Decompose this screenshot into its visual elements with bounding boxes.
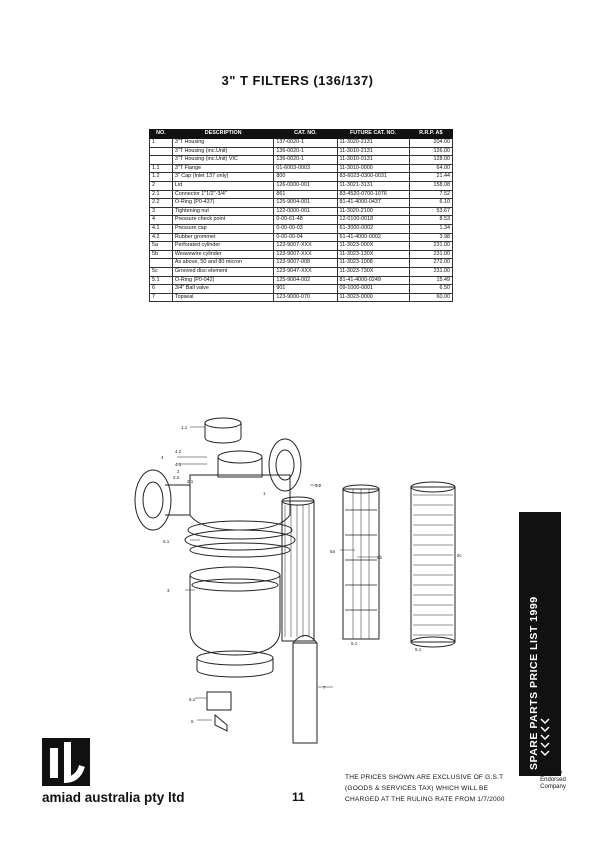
notice-line-1: THE PRICES SHOWN ARE EXCLUSIVE OF G.S.T: [345, 774, 504, 781]
cell-cat-no: 125-9004-002: [274, 276, 337, 285]
cell-rrp: 158.08: [409, 181, 452, 190]
exploded-filter-diagram: [115, 415, 475, 745]
header-rrp: R.R.P. A$: [409, 130, 452, 139]
cell-no: 4.2: [150, 233, 173, 242]
cell-cat-no: 136-0020-1: [274, 156, 337, 165]
cell-rrp: 126.00: [409, 147, 452, 156]
table-row: [150, 233, 453, 242]
cell-cat-no: 901: [274, 285, 337, 294]
cell-rrp: 204.00: [409, 139, 452, 148]
table-row: [150, 267, 453, 276]
table-row: [150, 216, 453, 225]
cell-no: [150, 259, 173, 268]
notice-line-3: CHARGED AT THE RULING RATE FROM 1/7/2000: [345, 796, 505, 803]
cell-no: 7: [150, 293, 173, 302]
cell-rrp: 1.34: [409, 224, 452, 233]
cell-no: 2.2: [150, 199, 173, 208]
table-row: [150, 173, 453, 182]
page-title: 3" T FILTERS (136/137): [221, 73, 374, 88]
cell-no: 2: [150, 181, 173, 190]
cell-no: 1.1: [150, 164, 173, 173]
table-row: [150, 285, 453, 294]
cell-rrp: 60.00: [409, 293, 452, 302]
cell-rrp: 53.67: [409, 207, 452, 216]
header-cat-no: CAT. NO.: [274, 130, 337, 139]
cell-future-cat-no: 11-3021-3131: [337, 181, 409, 190]
table-body: [150, 139, 453, 302]
cell-description: Topseal: [172, 293, 274, 302]
chevrons-icon: [540, 717, 550, 757]
callout-1: 1: [263, 491, 266, 496]
table-row: [150, 190, 453, 199]
qec-line-3: Company: [540, 784, 566, 790]
quality-endorsed-company: [527, 770, 579, 791]
callout-6-1: 6.1: [189, 697, 196, 702]
cell-future-cat-no: 11-3010-2131: [337, 147, 409, 156]
cell-description: As above, 50 and 80 micron: [172, 259, 274, 268]
cell-description: 3"T Flange: [172, 164, 274, 173]
cell-cat-no: 800: [274, 173, 337, 182]
cell-cat-no: 126-0000-001: [274, 181, 337, 190]
cell-future-cat-no: 11-3020-2131: [337, 139, 409, 148]
cell-description: Grooved disc element: [172, 267, 274, 276]
table-row: [150, 276, 453, 285]
callout-5c: 5c: [457, 553, 462, 558]
cell-description: O-Ring (P0-042): [172, 276, 274, 285]
callout-7: 7: [323, 685, 326, 690]
cell-cat-no: 123-9007-XXX: [274, 242, 337, 251]
callout-2-1: 2.1: [187, 479, 194, 484]
cell-cat-no: 123-9047-XXX: [274, 267, 337, 276]
cell-no: 4: [150, 216, 173, 225]
cell-rrp: 231.00: [409, 242, 452, 251]
cell-cat-no: 123-9007-008: [274, 259, 337, 268]
table-row: [150, 250, 453, 259]
callout-4-1: 4.1: [175, 462, 182, 467]
cell-cat-no: 0-00-00-03: [274, 224, 337, 233]
callout-4: 4: [161, 455, 164, 460]
housing-drawing: [135, 439, 301, 550]
cell-cat-no: 123-9007-XXX: [274, 250, 337, 259]
qec-line-2: Endorsed: [540, 777, 566, 783]
cell-rrp: 7.52: [409, 190, 452, 199]
cell-future-cat-no: 11-3010-0000: [337, 164, 409, 173]
callout-5b: 5b: [377, 555, 383, 560]
cell-rrp: 21.44: [409, 173, 452, 182]
cell-no: [150, 156, 173, 165]
company-name: amiad australia pty ltd: [42, 790, 185, 805]
amiad-logo-icon: [42, 738, 90, 786]
cell-future-cat-no: 11-3023-730X: [337, 267, 409, 276]
cell-cat-no: 122-0000-001: [274, 207, 337, 216]
callout-6: 6: [191, 719, 194, 724]
table-row: [150, 147, 453, 156]
cell-no: 5b: [150, 250, 173, 259]
sidebar-title: SPARE PARTS PRICE LIST 1999: [528, 596, 540, 770]
header-no: NO.: [150, 130, 173, 139]
cell-future-cat-no: 11-3010-0131: [337, 156, 409, 165]
cell-description: Connector 1"1/2"-3/4": [172, 190, 274, 199]
cell-rrp: 6.10: [409, 199, 452, 208]
table-row: [150, 242, 453, 251]
cell-cat-no: 861: [274, 190, 337, 199]
lid-cap-drawing: [205, 418, 241, 443]
cell-future-cat-no: 81-41-4000-0249: [337, 276, 409, 285]
weavewire-cylinder-drawing: [343, 485, 379, 639]
cell-no: 4.1: [150, 224, 173, 233]
callout-5-1b: 5.1: [351, 641, 358, 646]
table-row: [150, 199, 453, 208]
cell-description: 3"T Housing (inc.Unit) VIC: [172, 156, 274, 165]
cell-no: [150, 147, 173, 156]
cell-description: Rubber grommet: [172, 233, 274, 242]
callout-1-1: 1.1: [181, 425, 188, 430]
cell-cat-no: 0-00-61-48: [274, 216, 337, 225]
cell-description: Lid: [172, 181, 274, 190]
cell-future-cat-no: 11-3023-1008: [337, 259, 409, 268]
table-row: [150, 181, 453, 190]
cell-no: 5c: [150, 267, 173, 276]
cell-cat-no: 137-0020-1: [274, 139, 337, 148]
cell-no: 1.2: [150, 173, 173, 182]
header-future-cat-no: FUTURE CAT. NO.: [337, 130, 409, 139]
table-header-row: [150, 130, 453, 139]
cell-future-cat-no: 61-3000-0002: [337, 224, 409, 233]
notice-line-2: (GOODS & SERVICES TAX) WHICH WILL BE: [345, 785, 489, 792]
cell-future-cat-no: 11-3020-2100: [337, 207, 409, 216]
cell-cat-no: 123-9000-070: [274, 293, 337, 302]
table-row: [150, 207, 453, 216]
table-row: [150, 259, 453, 268]
cell-description: 3/4" Ball valve: [172, 285, 274, 294]
gst-notice: [345, 772, 515, 805]
quality-endorsed-badge: Quality Endorsed: [521, 726, 526, 757]
cell-future-cat-no: 09-1000-0001: [337, 285, 409, 294]
cell-description: Perforated cylinder: [172, 242, 274, 251]
cell-no: 1: [150, 139, 173, 148]
cell-cat-no: 01-6003-0003: [274, 164, 337, 173]
cell-cat-no: 125-9004-001: [274, 199, 337, 208]
cell-rrp: 231.00: [409, 267, 452, 276]
disc-element-drawing: [411, 482, 455, 647]
cell-rrp: 231.00: [409, 250, 452, 259]
table-row: [150, 164, 453, 173]
cell-cat-no: 136-0020-1: [274, 147, 337, 156]
table-row: [150, 139, 453, 148]
bowl-drawing: [190, 567, 280, 677]
ball-valve-drawing: [207, 692, 231, 731]
table-row: [150, 156, 453, 165]
topseal-drawing: [293, 636, 317, 744]
cell-rrp: 8.53: [409, 216, 452, 225]
cell-future-cat-no: 12-0100-0018: [337, 216, 409, 225]
cell-rrp: 6.50: [409, 285, 452, 294]
callout-3: 3: [167, 588, 170, 593]
cell-rrp: 128.00: [409, 156, 452, 165]
cell-future-cat-no: 83-4520-0700-1076: [337, 190, 409, 199]
cell-rrp: 3.98: [409, 233, 452, 242]
callout-5-1c: 5.1: [415, 647, 422, 652]
table-row: [150, 293, 453, 302]
callout-2-2: 2.2: [173, 475, 180, 480]
cell-no: 6: [150, 285, 173, 294]
cell-description: O-Ring (P0-437): [172, 199, 274, 208]
cell-description: Weavewire cylinder: [172, 250, 274, 259]
cell-description: 3"T Housing: [172, 139, 274, 148]
cell-description: Pressure check point: [172, 216, 274, 225]
cell-future-cat-no: 83-6023-0300-0031: [337, 173, 409, 182]
spare-parts-table: [149, 129, 453, 302]
callout-5a: 5a: [330, 549, 336, 554]
cell-no: 3: [150, 207, 173, 216]
cell-no: 2.1: [150, 190, 173, 199]
cell-description: 3"T Housing (inc.Unit): [172, 147, 274, 156]
cell-no: 5a: [150, 242, 173, 251]
table-row: [150, 224, 453, 233]
cell-future-cat-no: 11-3023-000X: [337, 242, 409, 251]
cell-description: Pressure cap: [172, 224, 274, 233]
cell-future-cat-no: 11-3023-130X: [337, 250, 409, 259]
page-number: 11: [292, 790, 305, 804]
header-description: DESCRIPTION: [172, 130, 274, 139]
cell-rrp: 64.00: [409, 164, 452, 173]
callout-5-1: 5.1: [163, 539, 170, 544]
callout-4-2: 4.2: [175, 449, 182, 454]
cell-rrp: 15.49: [409, 276, 452, 285]
cell-rrp: 272.00: [409, 259, 452, 268]
cell-no: 5.1: [150, 276, 173, 285]
callout-1-2: 1.2: [315, 483, 322, 488]
cell-description: 3" Cap (Inlet 137 only): [172, 173, 274, 182]
callout-2: 2: [177, 469, 180, 474]
cell-description: Tightening nut: [172, 207, 274, 216]
qec-line-1: Quality: [543, 770, 563, 776]
cell-cat-no: 0-00-00-04: [274, 233, 337, 242]
cell-future-cat-no: 61-41-4000-0002: [337, 233, 409, 242]
cell-future-cat-no: 81-41-4000-0437: [337, 199, 409, 208]
cell-future-cat-no: 11-3023-0000: [337, 293, 409, 302]
